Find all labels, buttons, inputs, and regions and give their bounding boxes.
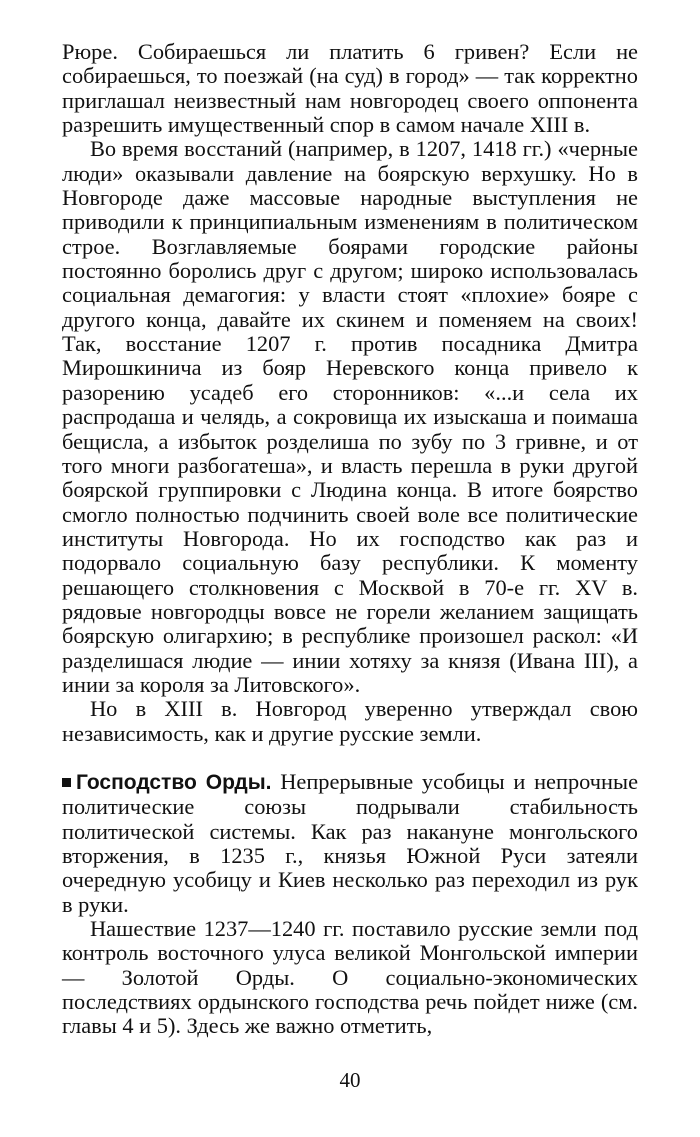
paragraph-uprisings: Во время восстаний (например, в 1207, 1418 гг.) «черные люди» оказывали давление на боярскую верхушку. Но в Новгороде даже массовые народные выступления не приводили к принципиальным изменениям в политическом строе. Возглавляемые боярами городские районы постоянно боролись друг с другом; широко использовалась социальная демагогия: у власти стоят «плохие» бояре с другого конца, давайте их скинем и поменяем на своих! Так, восстание 1207 г. против посадника Дмитра Мирошкинича из бояр Неревского конца привело к разорению усадеб его сторонников: «...и села их распродаша и челядь, а сокровища их изыскаша и поимаша бещисла, а избыток розделиша по зубу по 3 гривне, и от того многи разбогатеша», и власть перешла в руки другой боярской группировки с Людина конца. В итоге боярство смогло полностью подчинить своей воле все политические институты Новгорода. Но их господство как раз и подорвало социальную базу республики. К моменту решающего столкновения с Москвой в 70-е гг. XV в. рядовые новгородцы вовсе не горели желанием защищать боярскую олигархию; в республике произошел раскол: «И разделишася людие — инии хотяху за князя (Ивана III), а инии за короля за Литовского». (62, 136, 638, 697)
square-bullet-icon (62, 778, 71, 787)
page-body (62, 40, 638, 1039)
paragraph-independence: Но в XIII в. Новгород уверенно утверждал свою независимость, как и другие русские земли. (62, 696, 638, 746)
page-number: 40 (339, 1068, 361, 1092)
section-text: Непрерывные усобицы и непрочные политические союзы подрывали стабильность политической системы. Как раз накануне монгольского вторжения, в 1235 г., князья Южной Руси затеяли очередную усобицу и Киев несколько раз переходил из рук в руки. (62, 768, 639, 917)
paragraph-invasion: Нашествие 1237—1240 гг. поставило русские земли под контроль восточного улуса великой Монгольской империи — Золотой Орды. О социально-экономических последствиях ордынского господства речь пойдет ниже (см. главы 4 и 5). Здесь же важно отметить, (62, 916, 638, 1039)
section-heading: Господство Орды. (76, 770, 272, 794)
paragraph-continuation: Рюре. Собираешься ли платить 6 гривен? Если не собираешься, то поезжай (на суд) в город» — так корректно приглашал неизвестный нам новгородец своего оппонента разрешить имущественный спор в самом начале XIII в. (62, 39, 638, 138)
section-horde (62, 770, 638, 917)
